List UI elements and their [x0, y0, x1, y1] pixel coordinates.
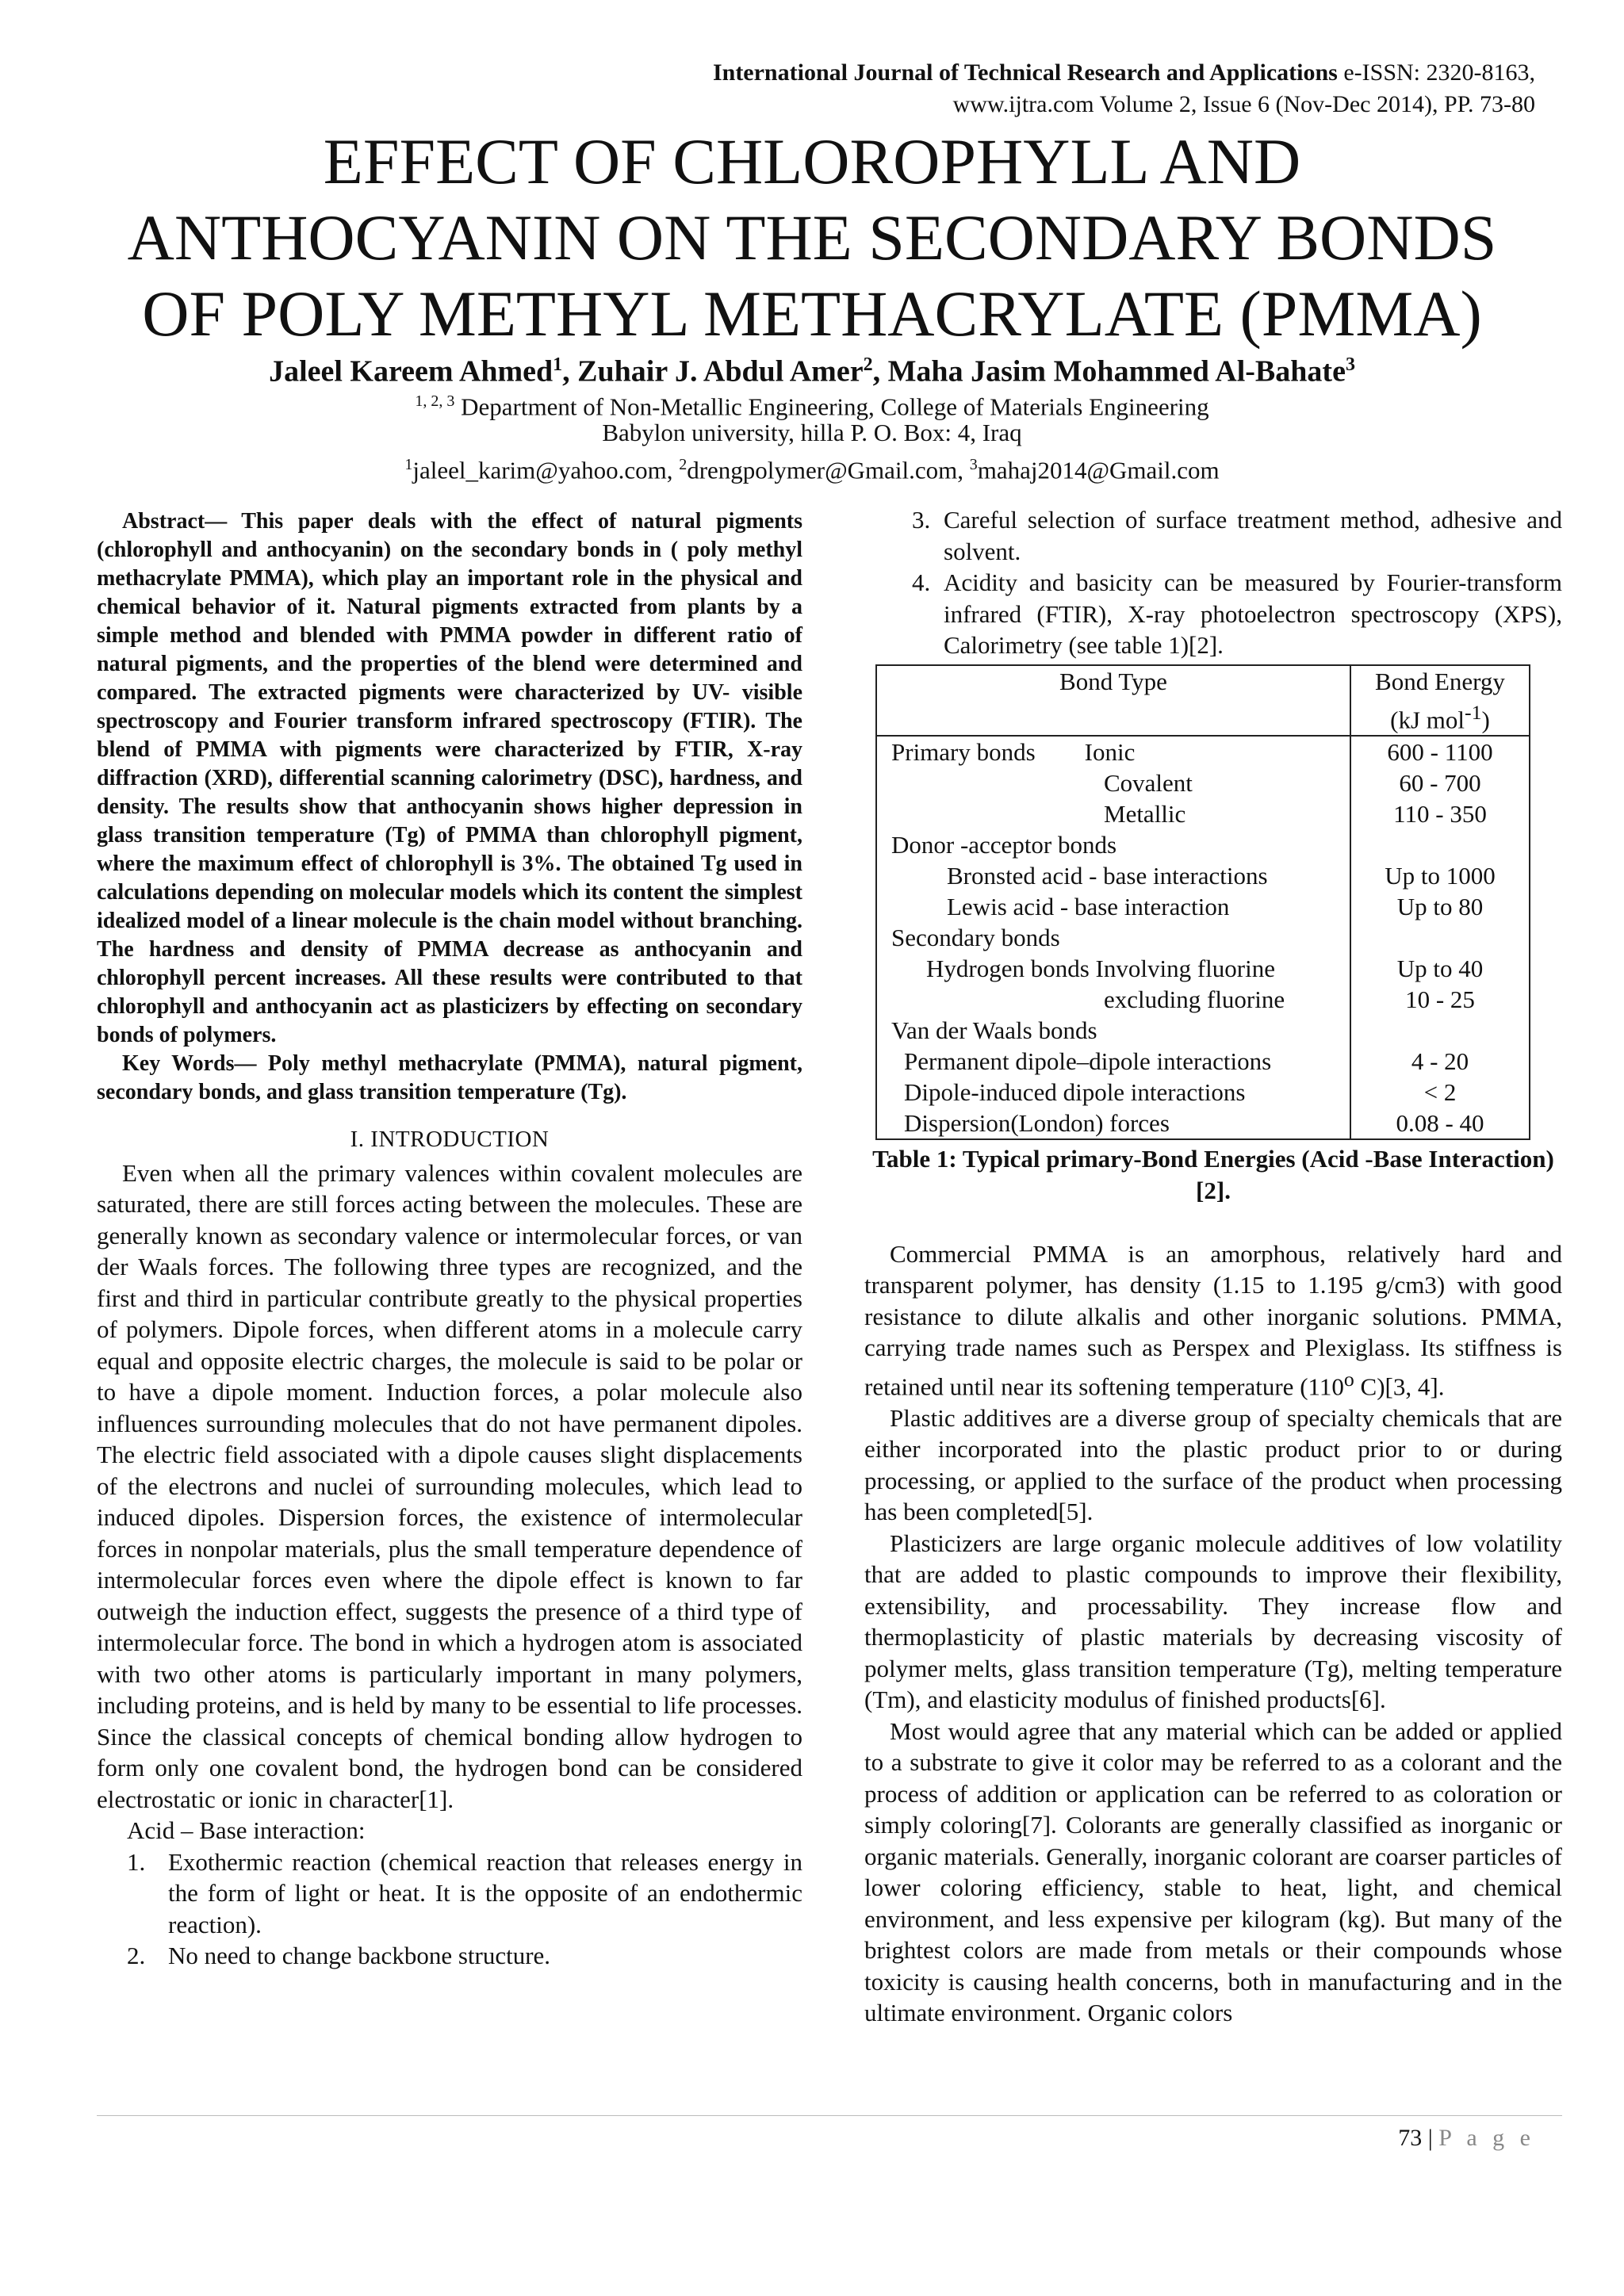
email-3: mahaj2014@Gmail.com: [977, 456, 1220, 484]
email-1: jaleel_karim@yahoo.com,: [412, 456, 680, 484]
footer-divider: [97, 2115, 1562, 2116]
title-line-2: ANTHOCYANIN ON THE SECONDARY BONDS: [127, 201, 1497, 274]
acid-base-heading: Acid – Base interaction:: [127, 1816, 366, 1844]
email-1-sup: 1: [404, 456, 413, 473]
table-cell-energy: 60 - 700: [1350, 767, 1530, 798]
table-cell-type: Van der Waals bonds: [876, 1015, 1350, 1046]
table-cell-energy: 110 - 350: [1350, 798, 1530, 829]
table-row: [876, 1046, 1530, 1077]
list-text: Careful selection of surface treatment method, adhesive and solvent.: [944, 506, 1562, 565]
right-column: [864, 504, 1562, 2029]
journal-name: International Journal of Technical Research and Applications: [712, 59, 1338, 86]
email-3-sup: 3: [969, 456, 978, 473]
bond-energy-table: [875, 664, 1530, 1140]
intro-paragraph: Even when all the primary valences within covalent molecules are saturated, there are still forces acting between the molecules. These are generally known as secondary valence or intermolecular forces, or van der Waals forces. The following three types are recognized, and the first and third in particular contribute greatly to the physical properties of polymers. Dipole forces, when different atoms in a molecule carry equal and opposite electric charges, the molecule is said to be polar or to have a dipole moment. Induction forces, a polar molecule also influences surrounding molecules that do not have permanent dipoles. The electric field associated with a dipole causes slight displacements of the electrons and nuclei of surrounding molecules, which lead to induced dipoles. Dispersion forces, the existence of intermolecular forces in nonpolar materials, plus the small temperature dependence of intermolecular forces even where the dipole effect is known to far outweigh the induction effect, suggests the presence of a third type of intermolecular force. The bond in which a hydrogen atom is associated with two other atoms is particularly important in many polymers, including proteins, and is held by many to be essential to life processes. Since the classical concepts of chemical bonding allow hydrogen to form only one covalent bond, the hydrogen bond can be considered electrostatic or ionic in character[1].: [97, 1158, 802, 1813]
table-cell-type: Bronsted acid - base interactions: [876, 860, 1350, 891]
table-cell-type: Primary bonds Ionic: [876, 736, 1350, 767]
table-cell-type: Metallic: [876, 798, 1350, 829]
paper-title: [63, 124, 1561, 352]
email-2-sup: 2: [679, 456, 688, 473]
author-1: Jaleel Kareem Ahmed: [269, 354, 553, 388]
affiliation-univ: Babylon university, hilla P. O. Box: 4, Iraq: [602, 419, 1022, 446]
plasticizers-paragraph: Plasticizers are large organic molecule additives of low volatility that are added to plastic compounds to improve their flexibility, extensibility, and processability. They increase flow and thermoplasticity of plastic materials by decreasing viscosity of polymer melts, glass transition temperature (Tg), melting temperature (Tm), and elasticity modulus of finished products[6].: [864, 1529, 1562, 1714]
table-row: [876, 1077, 1530, 1108]
table-cell-energy: [1350, 1015, 1530, 1046]
table-cell-type: Dipole-induced dipole interactions: [876, 1077, 1350, 1108]
list-text: Exothermic reaction (chemical reaction that releases energy in the form of light or heat. It is the opposite of an endothermic reaction).: [168, 1847, 802, 1938]
author-2: Zuhair J. Abdul Amer: [577, 354, 864, 388]
table-row: [876, 922, 1530, 953]
table-cell-energy: [1350, 829, 1530, 860]
table-cell-type: Hydrogen bonds Involving fluorine: [876, 953, 1350, 984]
additives-paragraph: Plastic additives are a diverse group of specialty chemicals that are either incorporated into the plastic product prior to or during processing, or applied to the surface of the product when processing has been completed[5].: [864, 1403, 1562, 1526]
table-cell-energy: < 2: [1350, 1077, 1530, 1108]
bond-energy-unit: (kJ mol: [1390, 705, 1465, 733]
pmma-text-end: C)[3, 4].: [1354, 1372, 1445, 1401]
table-row: [876, 1108, 1530, 1139]
page-label: P a g e: [1438, 2125, 1535, 2151]
journal-volume: www.ijtra.com Volume 2, Issue 6 (Nov-Dec 2014), PP. 73-80: [952, 91, 1535, 117]
author-2-sup: 2: [863, 354, 873, 375]
journal-issn: e-ISSN: 2320-8163,: [1343, 59, 1535, 86]
list-number: 4.: [912, 568, 931, 596]
bond-energy-unit-close: ): [1481, 705, 1490, 733]
table-row: [876, 829, 1530, 860]
pmma-text: Commercial PMMA is an amorphous, relatively hard and transparent polymer, has density (1.15 to 1.195 g/cm3) with good resistance to dilute alkalis and other inorganic solutions. PMMA, carrying trade names such as Perspex and Plexiglass. Its stiffness is retained until near its softening temperature (110: [864, 1239, 1562, 1401]
affiliation-sup: 1, 2, 3: [415, 392, 455, 410]
table-row: [876, 860, 1530, 891]
affiliation-emails: [63, 449, 1561, 486]
table-row: [876, 984, 1530, 1015]
table-cell-energy: 600 - 1100: [1350, 736, 1530, 767]
list-item: [97, 1846, 802, 1941]
table-cell-type: Dispersion(London) forces: [876, 1108, 1350, 1139]
table-cell-energy: 10 - 25: [1350, 984, 1530, 1015]
table-cell-energy: Up to 1000: [1350, 860, 1530, 891]
table-cell-type: Permanent dipole–dipole interactions: [876, 1046, 1350, 1077]
author-3-sup: 3: [1345, 354, 1355, 375]
list-text: Acidity and basicity can be measured by Fourier-transform infrared (FTIR), X-ray photoelectron spectroscopy (XPS), Calorimetry (see table 1)[2].: [944, 568, 1562, 659]
table-caption: Table 1: Typical primary-Bond Energies (Acid -Base Interaction)[2].: [872, 1144, 1554, 1204]
table-header-bond-energy: [1350, 665, 1530, 736]
table-row: [876, 953, 1530, 984]
author-separator: ,: [562, 354, 578, 388]
list-text: No need to change backbone structure.: [168, 1942, 551, 1969]
table-header-bond-type: Bond Type: [876, 665, 1350, 736]
journal-header: [425, 57, 1535, 121]
table-cell-energy: [1350, 922, 1530, 953]
section-heading-introduction: I. INTRODUCTION: [350, 1127, 550, 1152]
list-number: 3.: [912, 506, 931, 534]
degree-sup: o: [1343, 1367, 1354, 1391]
table-cell-energy: 4 - 20: [1350, 1046, 1530, 1077]
acid-base-list-left: [97, 1846, 802, 1972]
bond-energy-unit-sup: -1: [1465, 700, 1482, 724]
table-cell-energy: Up to 80: [1350, 891, 1530, 922]
table-cell-type: Lewis acid - base interaction: [876, 891, 1350, 922]
abstract: Abstract— This paper deals with the effect of natural pigments (chlorophyll and anthocyanin) on the secondary bonds in ( poly methyl methacrylate PMMA), which play an important role in the physical and chemical behavior of it. Natural pigments extracted from plants by a simple method and blended with PMMA powder in different ratio of natural pigments, and the properties of the blend were determined and compared. The extracted pigments were characterized by UV- visible spectroscopy and Fourier transform infrared spectroscopy (FTIR). The blend of PMMA with pigments were characterized by FTIR, X-ray diffraction (XRD), differential scanning calorimetry (DSC), hardness, and density. The results show that anthocyanin shows higher depression in glass transition temperature (Tg) of PMMA than chlorophyll pigment, where the maximum effect of chlorophyll is 3%. The obtained Tg used in calculations depending on molecular models which its content the simplest idealized model of a linear molecule is the chain model without branching. The hardness and density of PMMA decrease as anthocyanin and chlorophyll percent increases. All these results were contributed to that chlorophyll and anthocyanin act as plasticizers by effecting on secondary bonds of polymers.: [97, 509, 802, 1047]
table-cell-energy: 0.08 - 40: [1350, 1108, 1530, 1139]
table-row: [876, 1015, 1530, 1046]
pmma-paragraph: [864, 1238, 1562, 1402]
page-number-value: 73: [1398, 2125, 1423, 2151]
bond-energy-label: Bond Energy: [1375, 667, 1505, 695]
keywords: Key Words— Poly methyl methacrylate (PMMA), natural pigment, secondary bonds, and glass transition temperature (Tg).: [97, 1051, 802, 1104]
table-row: [876, 891, 1530, 922]
list-item: [864, 567, 1562, 661]
list-number: 2.: [127, 1942, 146, 1969]
email-2: drengpolymer@Gmail.com,: [687, 456, 970, 484]
author-1-sup: 1: [553, 354, 563, 375]
table-cell-type: Secondary bonds: [876, 922, 1350, 953]
table-row: [876, 767, 1530, 798]
list-number: 1.: [127, 1847, 146, 1876]
list-item: [864, 504, 1562, 567]
acid-base-list-right: [864, 504, 1562, 661]
affiliation-dept-text: Department of Non-Metallic Engineering, College of Materials Engineering: [454, 392, 1209, 421]
page-separator: |: [1422, 2125, 1439, 2151]
author-separator: ,: [872, 354, 888, 388]
colorants-paragraph: Most would agree that any material which can be added or applied to a substrate to give it color may be referred to as a colorant and the process of addition or application can be referred to as coloration or simply coloring[7]. Colorants are generally classified as inorganic or organic materials. Generally, inorganic colorant are coarser particles of lower coloring efficiency, stable to heat, light, and chemical environment, and less expensive per kilogram (kg). But many of the brightest colors are made from metals or their compounds whose toxicity is causing health concerns, both in manufacturing and in the ultimate environment. Organic colors: [864, 1716, 1562, 2027]
left-column: [97, 507, 802, 1972]
table-cell-type: Covalent: [876, 767, 1350, 798]
author-3: Maha Jasim Mohammed Al-Bahate: [887, 354, 1346, 388]
title-line-1: EFFECT OF CHLOROPHYLL AND: [323, 125, 1301, 197]
list-item: [97, 1940, 802, 1972]
table-cell-energy: Up to 40: [1350, 953, 1530, 984]
table-row: [876, 736, 1530, 767]
page-number: [1398, 2125, 1535, 2152]
table-cell-type: excluding fluorine: [876, 984, 1350, 1015]
title-line-3: OF POLY METHYL METHACRYLATE (PMMA): [142, 277, 1482, 350]
table-cell-type: Donor -acceptor bonds: [876, 829, 1350, 860]
author-list: [63, 346, 1561, 391]
table-row: [876, 798, 1530, 829]
